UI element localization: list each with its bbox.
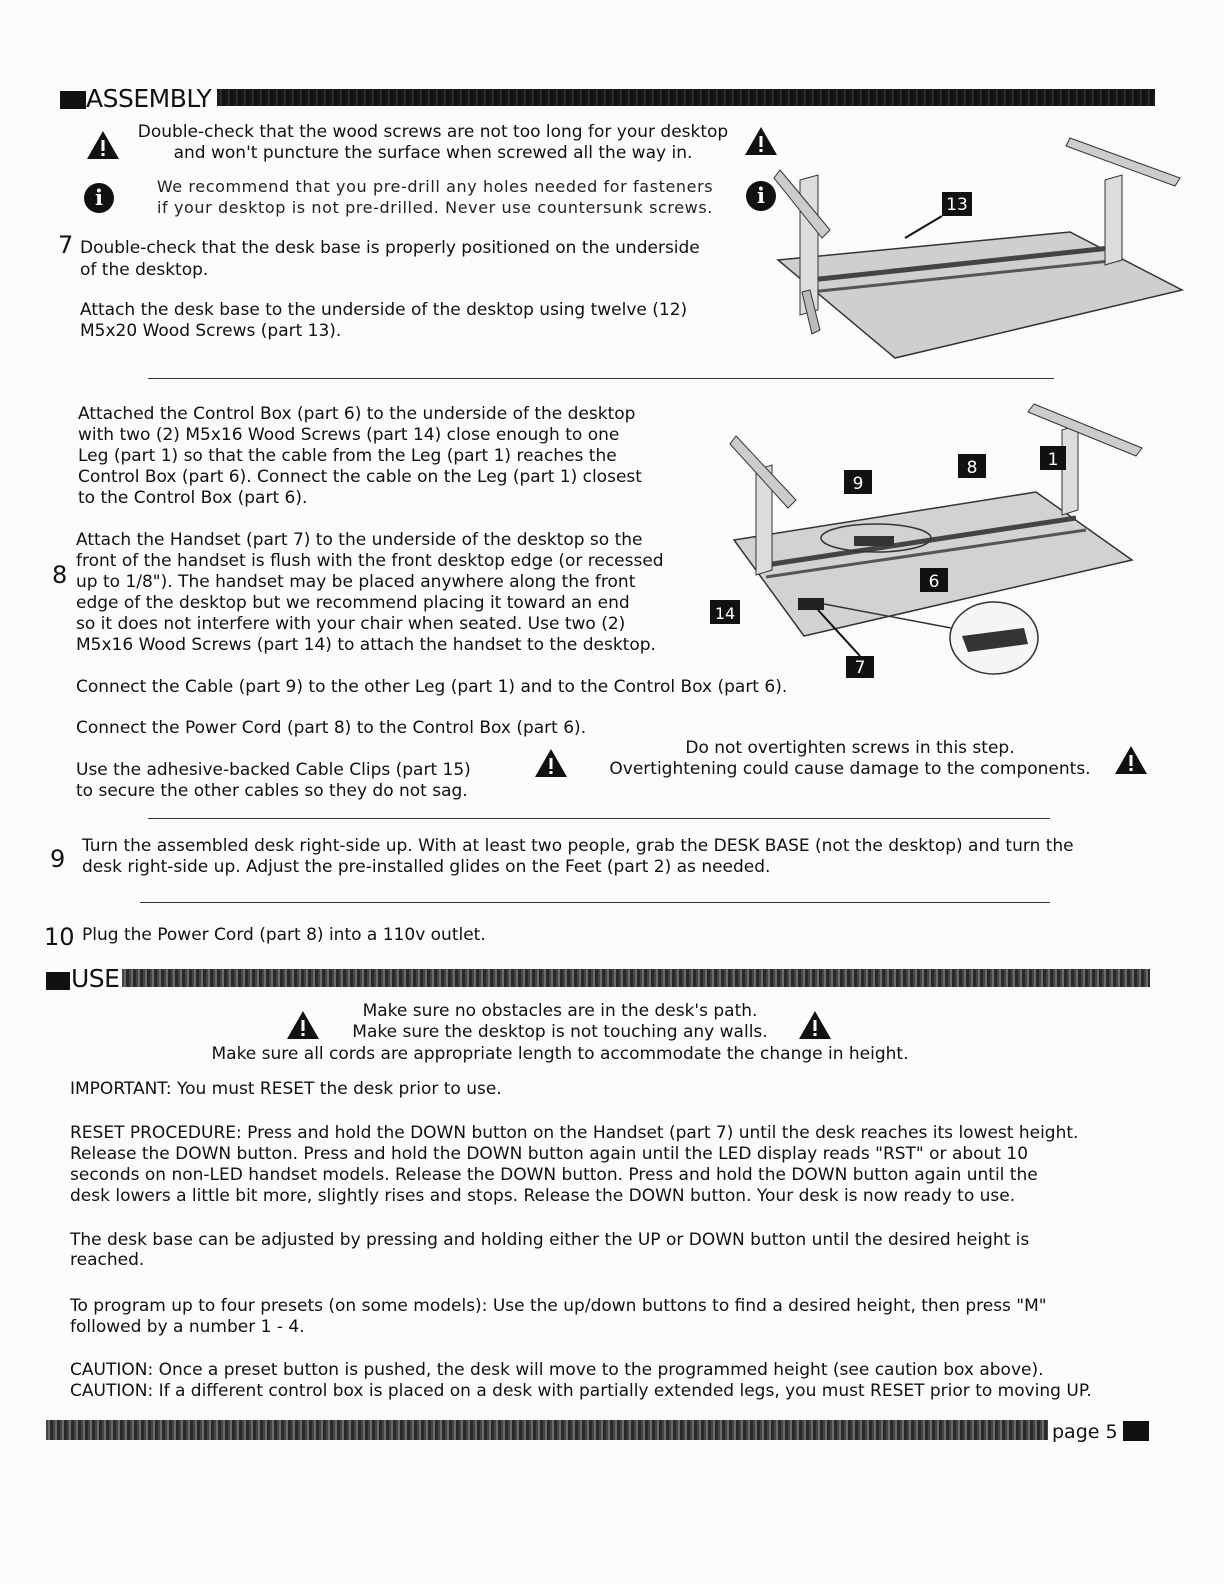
section-marker (60, 91, 86, 109)
section-marker (46, 972, 70, 990)
footer-marker (1123, 1421, 1149, 1441)
step8-paragraph4: Connect the Power Cord (part 8) to the Control Box (part 6). (76, 718, 587, 738)
step-number-8: 8 (52, 561, 68, 589)
control-box-handset-figure (706, 400, 1156, 680)
presets-line1: To program up to four presets (on some models): Use the up/down buttons to find a desired height, then press "M" (70, 1296, 1047, 1316)
info-icon: i (746, 181, 776, 211)
warning-triangle-icon (798, 1010, 832, 1040)
warning-triangle-icon (86, 130, 120, 160)
reset-procedure-line1: RESET PROCEDURE: Press and hold the DOWN button on the Handset (part 7) until the desk reaches its lowest height. (70, 1123, 1079, 1143)
footer-bar (46, 1420, 1048, 1440)
step8-paragraph3: Connect the Cable (part 9) to the other Leg (part 1) and to the Control Box (part 6). (76, 677, 788, 697)
svg-text:6: 6 (928, 572, 940, 592)
part-label-9 (844, 470, 872, 494)
reset-procedure-line2: Release the DOWN button. Press and hold the DOWN button again until the LED display reads "RST" or about 10 (70, 1144, 1029, 1164)
part-label-1 (1040, 446, 1066, 470)
step7-paragraph2-line2: M5x20 Wood Screws (part 13). (80, 321, 342, 341)
step8-paragraph2-line1: Attach the Handset (part 7) to the underside of the desktop so the (76, 530, 643, 550)
info-predrill-line2: if your desktop is not pre-drilled. Never use countersunk screws. (157, 198, 713, 217)
step8-paragraph2-line3: up to 1/8"). The handset may be placed anywhere along the front (76, 572, 636, 592)
step-number-7: 7 (58, 231, 74, 259)
caution-control-box: CAUTION: If a different control box is placed on a desk with partially extended legs, you must RESET prior to moving UP. (70, 1381, 1092, 1401)
section-bar-assembly (217, 89, 1155, 106)
adjust-line2: reached. (70, 1250, 145, 1270)
section-title-assembly: ASSEMBLY (86, 84, 212, 113)
divider (140, 902, 1050, 903)
step7-paragraph1-line2: of the desktop. (80, 260, 209, 280)
part-label-8 (958, 454, 986, 478)
info-predrill-line1: We recommend that you pre-drill any holes needed for fasteners (156, 177, 714, 196)
step8-paragraph1-line2: with two (2) M5x16 Wood Screws (part 14) close enough to one (78, 425, 620, 445)
step10-text: Plug the Power Cord (part 8) into a 110v outlet. (82, 925, 486, 945)
part-label-7 (846, 656, 874, 678)
step9-line1: Turn the assembled desk right-side up. With at least two people, grab the DESK BASE (not the desktop) and turn the (82, 836, 1074, 856)
warning-wood-screws-line1: Double-check that the wood screws are not too long for your desktop (137, 122, 729, 142)
step8-paragraph1-line4: Control Box (part 6). Connect the cable on the Leg (part 1) closest (78, 467, 642, 487)
divider (148, 818, 1050, 819)
svg-text:14: 14 (714, 604, 736, 623)
step8-paragraph2-line5: so it does not interfere with your chair when seated. Use two (2) (76, 614, 626, 634)
step8-paragraph5-line1: Use the adhesive-backed Cable Clips (part 15) (76, 760, 471, 780)
warning-triangle-icon (534, 748, 568, 778)
step8-paragraph1-line3: Leg (part 1) so that the cable from the Leg (part 1) reaches the (78, 446, 617, 466)
presets-line2: followed by a number 1 - 4. (70, 1317, 305, 1337)
svg-text:9: 9 (852, 474, 864, 494)
step9-line2: desk right-side up. Adjust the pre-installed glides on the Feet (part 2) as needed. (82, 857, 771, 877)
use-warning-line2: Make sure the desktop is not touching any walls. (352, 1022, 768, 1042)
reset-procedure-line4: desk lowers a little bit more, slightly rises and stops. Release the DOWN button. Your desk is now ready to use. (70, 1186, 1016, 1206)
adjust-line1: The desk base can be adjusted by pressing and holding either the UP or DOWN button until the desired height is (70, 1230, 1030, 1250)
step7-paragraph2-line1: Attach the desk base to the underside of the desktop using twelve (12) (80, 300, 688, 320)
part-label-14 (710, 600, 740, 624)
part-label-13-text: 13 (946, 195, 968, 215)
caution-preset: CAUTION: Once a preset button is pushed, the desk will move to the programmed height (see caution box above). (70, 1360, 1044, 1380)
warning-overtighten-line2: Overtightening could cause damage to the components. (609, 759, 1091, 779)
desk-base-figure (770, 120, 1190, 370)
svg-text:1: 1 (1047, 450, 1059, 470)
section-bar-use (122, 969, 1150, 987)
step8-paragraph5-line2: to secure the other cables so they do not sag. (76, 781, 468, 801)
info-icon: i (84, 183, 114, 213)
warning-triangle-icon (1114, 745, 1148, 775)
divider (148, 378, 1054, 379)
step8-paragraph2-line4: edge of the desktop but we recommend placing it toward an end (76, 593, 630, 613)
page-number: page 5 (1052, 1421, 1118, 1443)
step8-paragraph2-line6: M5x16 Wood Screws (part 14) to attach the handset to the desktop. (76, 635, 656, 655)
part-label-6 (920, 568, 948, 592)
step8-paragraph1-line5: to the Control Box (part 6). (78, 488, 308, 508)
step-number-9: 9 (50, 845, 66, 873)
warning-overtighten-line1: Do not overtighten screws in this step. (685, 738, 1015, 758)
reset-procedure-line3: seconds on non-LED handset models. Release the DOWN button. Press and hold the DOWN button again until the (70, 1165, 1038, 1185)
step-number-10: 10 (44, 923, 75, 951)
use-warning-line3: Make sure all cords are appropriate length to accommodate the change in height. (211, 1044, 909, 1064)
svg-text:8: 8 (966, 458, 978, 478)
use-warning-line1: Make sure no obstacles are in the desk's path. (362, 1001, 758, 1021)
step8-paragraph1-line1: Attached the Control Box (part 6) to the underside of the desktop (78, 404, 636, 424)
step8-paragraph2-line2: front of the handset is flush with the front desktop edge (or recessed (76, 551, 664, 571)
svg-text:7: 7 (854, 658, 866, 678)
step7-paragraph1-line1: Double-check that the desk base is properly positioned on the underside (80, 238, 700, 258)
warning-wood-screws-line2: and won't puncture the surface when screwed all the way in. (173, 143, 693, 163)
section-title-use: USE (71, 964, 120, 993)
important-note: IMPORTANT: You must RESET the desk prior to use. (70, 1079, 502, 1099)
